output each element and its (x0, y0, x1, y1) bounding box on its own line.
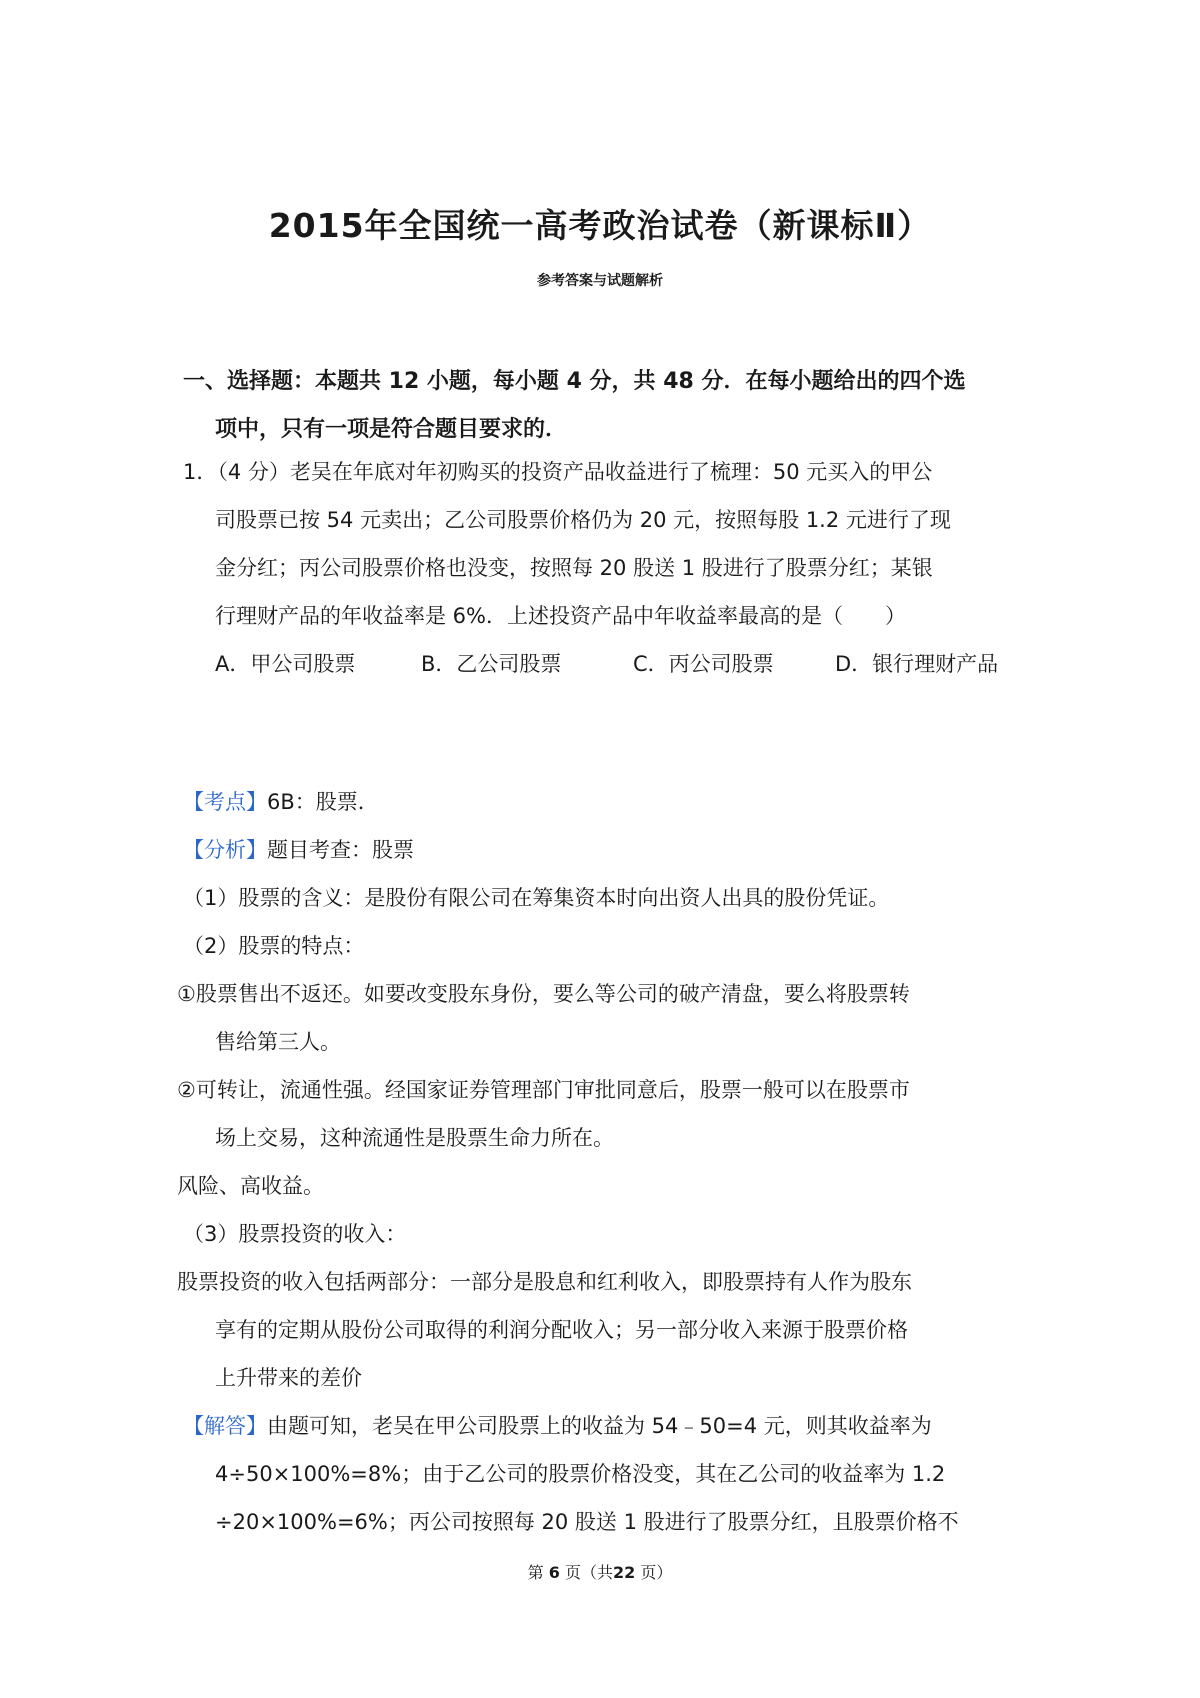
page-title: 2015年全国统一高考政治试卷（新课标Ⅱ） (268, 206, 932, 245)
analysis-paragraph: 享有的定期从股份公司取得的利润分配收入；另一部分收入来源于股票价格 (215, 1318, 908, 1342)
option-a: A．甲公司股票 (215, 652, 356, 676)
question-line: 行理财产品的年收益率是 6%．上述投资产品中年收益率最高的是（ ） (215, 604, 906, 628)
option-d: D．银行理财产品 (835, 652, 999, 676)
answer-options (183, 640, 1025, 688)
analysis-block (177, 778, 1025, 1546)
analysis-paragraph: 风险、高收益。 (177, 1174, 324, 1198)
footer-middle: 页（共 (564, 1563, 613, 1582)
footer-prefix: 第 (527, 1563, 544, 1582)
analysis-paragraph: ①股票售出不返还。如要改变股东身份，要么等公司的破产清盘，要么将股票转 (177, 982, 910, 1006)
fenxi-row (183, 826, 1025, 874)
footer-total-pages: 22 (612, 1563, 636, 1582)
section-heading-line: 项中，只有一项是符合题目要求的． (215, 417, 568, 442)
analysis-paragraph: ②可转让，流通性强。经国家证券管理部门审批同意后，股票一般可以在股票市 (177, 1078, 910, 1102)
question-line: 1．（4 分）老吴在年底对年初购买的投资产品收益进行了梳理：50 元买入的甲公 (183, 460, 933, 484)
fenxi-text: 题目考查：股票 (267, 838, 414, 862)
kaodian-text: 6B：股票． (267, 790, 379, 814)
fenxi-tag: 【分析】 (183, 838, 267, 862)
section-heading (183, 358, 1025, 454)
analysis-paragraph: （1）股票的含义：是股份有限公司在筹集资本时向出资人出具的股份凭证。 (183, 886, 890, 910)
question-block (183, 448, 1025, 688)
analysis-paragraph: （3）股票投资的收入： (183, 1222, 407, 1246)
page-footer (0, 1560, 1200, 1583)
footer-suffix: 页） (640, 1563, 673, 1582)
option-c: C．丙公司股票 (633, 652, 774, 676)
question-line: 司股票已按 54 元卖出；乙公司股票价格仍为 20 元，按照每股 1.2 元进行了现 (215, 508, 951, 532)
jieda-line: ÷20×100%=6%；丙公司按照每 20 股送 1 股进行了股票分红，且股票价格不 (215, 1510, 959, 1534)
option-b: B．乙公司股票 (421, 652, 562, 676)
analysis-paragraph: 股票投资的收入包括两部分：一部分是股息和红利收入，即股票持有人作为股东 (177, 1270, 912, 1294)
analysis-paragraph: 上升带来的差价 (215, 1366, 362, 1390)
kaodian-tag: 【考点】 (183, 790, 267, 814)
jieda-tag: 【解答】 (183, 1414, 267, 1438)
analysis-paragraph: （2）股票的特点： (183, 934, 365, 958)
footer-page-number: 6 (548, 1563, 560, 1582)
jieda-text: 由题可知，老吴在甲公司股票上的收益为 54﹣50=4 元，则其收益率为 (267, 1414, 932, 1438)
jieda-line: 4÷50×100%=8%；由于乙公司的股票价格没变，其在乙公司的收益率为 1.2 (215, 1462, 946, 1486)
question-line: 金分红；丙公司股票价格也没变，按照每 20 股送 1 股进行了股票分红；某银 (215, 556, 933, 580)
section-heading-line: 一、选择题：本题共 12 小题，每小题 4 分，共 48 分．在每小题给出的四个选 (183, 369, 966, 394)
page-subtitle: 参考答案与试题解析 (537, 273, 663, 289)
analysis-paragraph: 售给第三人。 (215, 1030, 341, 1054)
analysis-paragraph: 场上交易，这种流通性是股票生命力所在。 (215, 1126, 614, 1150)
jieda-row (183, 1402, 1025, 1450)
kaodian-row (183, 778, 1025, 826)
